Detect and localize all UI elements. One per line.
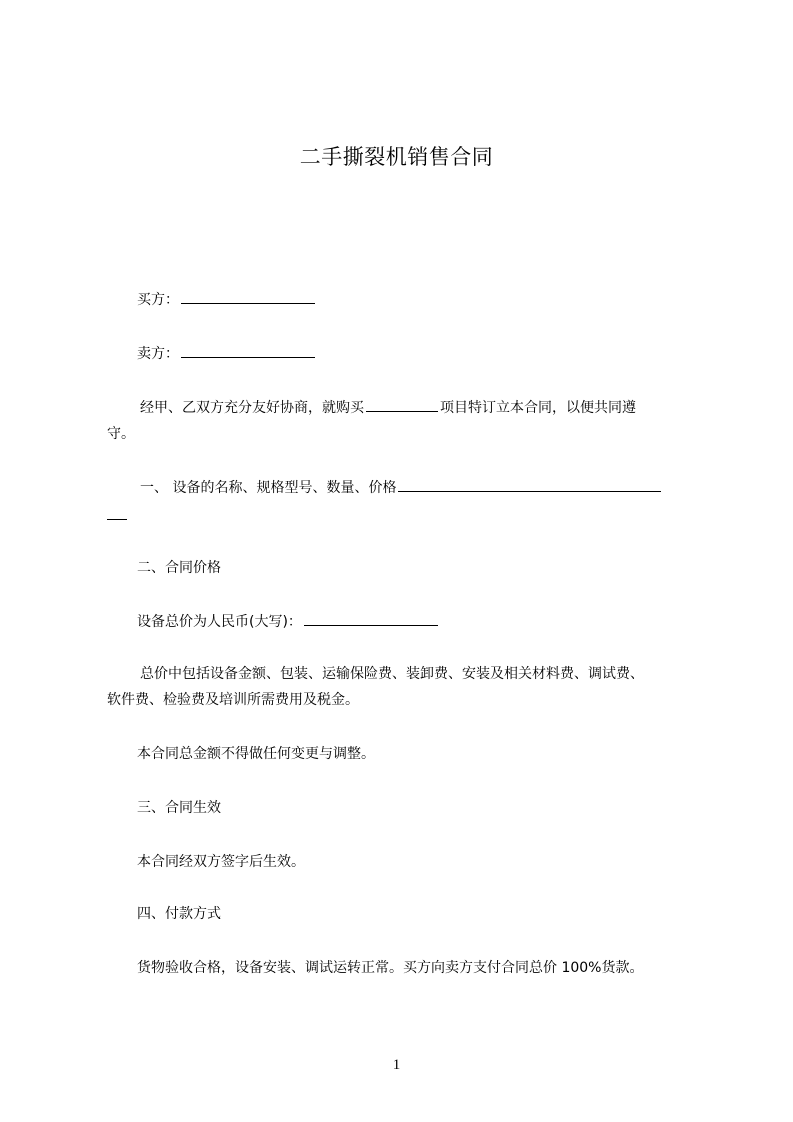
purchase-item-blank: [366, 396, 438, 412]
equipment-details-blank-tail: [107, 504, 127, 520]
section3-heading: 三、合同生效: [137, 800, 221, 816]
intro-text-part1: 经甲、乙双方充分友好协商，就购买: [140, 400, 364, 416]
section4-heading: 四、付款方式: [137, 906, 221, 922]
section1-heading: 一、 设备的名称、规格型号、数量、价格: [140, 480, 397, 496]
intro-text-part2: 项目特订立本合同，以便共同遵: [440, 400, 636, 416]
buyer-blank: [181, 288, 315, 304]
total-price-line: [137, 609, 438, 635]
total-price-label: 设备总价为人民币(大写)：: [137, 614, 302, 630]
contract-title: 二手撕裂机销售合同: [299, 145, 494, 169]
payment-clause: 货物验收合格，设备安装、调试运转正常。买方向卖方支付合同总价 100%货款。: [137, 960, 644, 976]
seller-blank: [181, 342, 315, 358]
price-includes-line-1: 总价中包括设备金额、包装、运输保险费、装卸费、安装及相关材料费、调试费、: [140, 666, 644, 682]
seller-line: [137, 341, 315, 367]
equipment-details-blank: [398, 476, 661, 492]
section2-heading: 二、合同价格: [137, 560, 221, 576]
effective-clause: 本合同经双方签字后生效。: [137, 854, 305, 870]
no-change-clause: 本合同总金额不得做任何变更与调整。: [137, 746, 375, 762]
total-price-blank: [304, 610, 438, 626]
intro-line-1: [140, 395, 636, 421]
page-number: 1: [392, 1057, 401, 1073]
buyer-label: 买方：: [137, 292, 179, 308]
equipment-details-blank-continued: [107, 503, 127, 529]
seller-label: 卖方：: [137, 346, 179, 362]
price-includes-line-2: 软件费、检验费及培训所需费用及税金。: [107, 692, 359, 708]
buyer-line: [137, 287, 315, 313]
intro-line-2: 守。: [107, 426, 135, 442]
section1-heading-line: [140, 475, 661, 501]
